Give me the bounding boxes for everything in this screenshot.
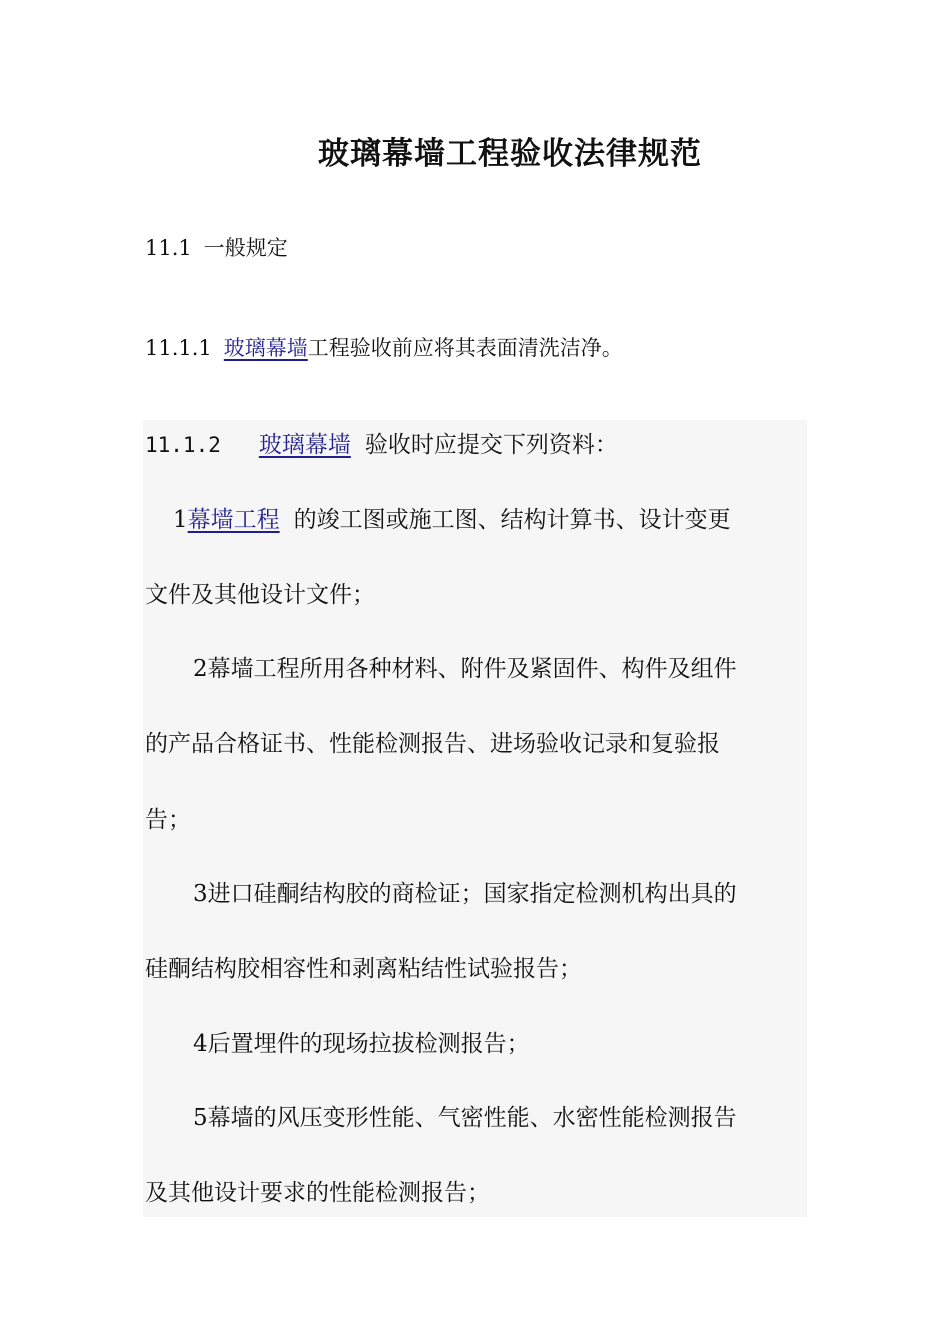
section-number: 11.1 <box>145 236 192 260</box>
curtain-wall-project-link[interactable]: 幕墙工程 <box>187 507 280 533</box>
clause-number: 11.1.1 <box>145 336 212 360</box>
item-text: 的竣工图或施工图、结构计算书、设计变更 <box>293 507 731 533</box>
list-item-continuation: 的产品合格证书、性能检测报告、进场验收记录和复验报 <box>145 731 720 757</box>
item-text: 进口硅酮结构胶的商检证；国家指定检测机构出具的 <box>207 881 737 907</box>
clause-text: 工程验收前应将其表面清洗洁净。 <box>307 336 623 360</box>
item-number: 3 <box>193 881 208 907</box>
list-item <box>145 654 853 684</box>
list-item <box>145 505 833 535</box>
clause-11-1-2 <box>145 430 805 460</box>
list-item <box>145 879 853 909</box>
list-item-continuation: 及其他设计要求的性能检测报告； <box>145 1180 490 1206</box>
page-title: 玻璃幕墙工程验收法律规范 <box>318 136 702 172</box>
list-item <box>145 1029 853 1059</box>
list-item-continuation: 告； <box>145 807 191 833</box>
item-text: 幕墙的风压变形性能、气密性能、水密性能检测报告 <box>207 1105 737 1131</box>
item-text: 幕墙工程所用各种材料、附件及紧固件、构件及组件 <box>207 656 737 682</box>
item-number: 4 <box>193 1031 208 1057</box>
section-heading <box>145 233 288 263</box>
clause-number: 11.1.2 <box>145 433 221 457</box>
glass-curtain-wall-link[interactable]: 玻璃幕墙 <box>223 336 308 360</box>
list-item-continuation: 文件及其他设计文件； <box>145 582 375 608</box>
glass-curtain-wall-link[interactable]: 玻璃幕墙 <box>258 432 351 458</box>
section-text: 一般规定 <box>203 236 288 260</box>
item-number: 2 <box>193 656 208 682</box>
list-item-continuation: 硅酮结构胶相容性和剥离粘结性试验报告； <box>145 956 582 982</box>
clause-11-1-1 <box>145 333 623 363</box>
item-text: 后置埋件的现场拉拔检测报告； <box>207 1031 530 1057</box>
clause-text: 验收时应提交下列资料： <box>364 432 618 458</box>
item-number: 5 <box>193 1105 208 1131</box>
list-item <box>145 1103 853 1133</box>
item-number: 1 <box>173 507 188 533</box>
